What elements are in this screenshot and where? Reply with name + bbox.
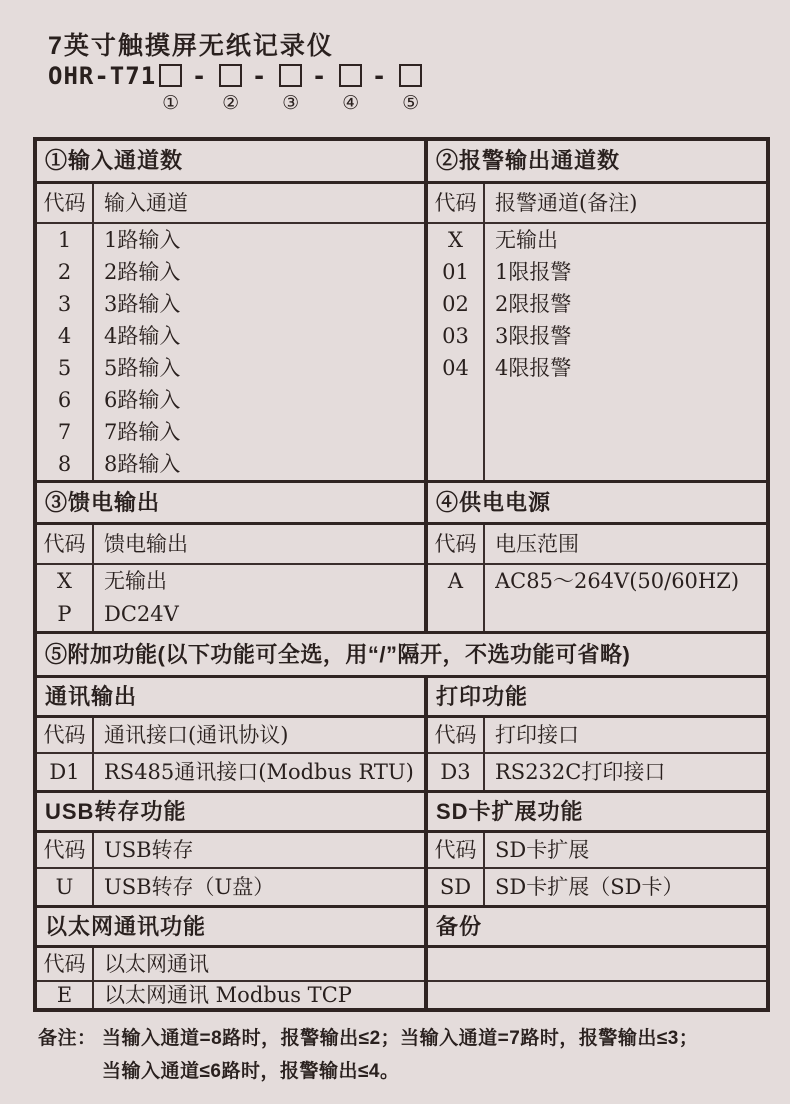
code-cell: 2 <box>57 260 72 284</box>
section-body <box>37 565 424 631</box>
desc-header: 打印接口 <box>495 723 579 747</box>
band-ethernet-spare <box>37 905 766 1008</box>
code-cell: 7 <box>57 420 72 444</box>
slot-number: ④ <box>342 93 360 114</box>
desc-header: USB转存 <box>104 838 194 862</box>
band-input-alarm <box>37 141 766 480</box>
desc-header: 电压范围 <box>495 532 579 556</box>
desc-cell: 无输出 <box>495 228 558 252</box>
section-body <box>37 982 424 1008</box>
desc-header: 馈电输出 <box>104 532 188 556</box>
section-alarm-channels <box>428 141 766 480</box>
code-header: 代码 <box>37 184 94 222</box>
desc-cell: 以太网通讯 Modbus TCP <box>104 983 352 1007</box>
code-cell: X <box>448 228 463 252</box>
code-column <box>428 869 485 905</box>
code-cell: 1 <box>57 228 72 252</box>
desc-cell: 7路输入 <box>104 420 181 444</box>
model-prefix: OHR-T71 <box>48 62 157 90</box>
model-dash: - <box>371 62 387 90</box>
desc-cell: 6路输入 <box>104 388 181 412</box>
section-title: ②报警输出通道数 <box>428 141 766 184</box>
section-usb-transfer <box>37 793 428 905</box>
desc-cell: 4路输入 <box>104 324 181 348</box>
section-power-supply <box>428 483 766 631</box>
desc-cell: 2路输入 <box>104 260 181 284</box>
section-print-function <box>428 678 766 790</box>
code-header: 代码 <box>37 718 94 752</box>
model-code-diagram <box>48 62 422 113</box>
subheader-row <box>37 525 424 565</box>
section-comm-output <box>37 678 428 790</box>
desc-cell: 4限报警 <box>495 356 572 380</box>
model-dash: - <box>311 62 327 90</box>
model-slot-box <box>219 64 242 87</box>
section-title: ③馈电输出 <box>37 483 424 525</box>
section-ethernet <box>37 908 428 1008</box>
code-header: 代码 <box>37 948 94 980</box>
code-cell: 3 <box>57 292 72 316</box>
section-body-empty <box>428 982 766 1008</box>
note-lines <box>102 1022 698 1088</box>
desc-column <box>485 565 766 631</box>
model-slot-2 <box>219 62 242 113</box>
desc-cell: AC85～264V(50/60HZ) <box>495 569 740 593</box>
subheader-row <box>428 184 766 224</box>
subheader-row <box>37 184 424 224</box>
code-cell: 5 <box>57 356 72 380</box>
code-header: 代码 <box>428 525 485 563</box>
desc-column <box>94 982 424 1008</box>
subheader-row <box>428 525 766 565</box>
band-additional-functions <box>37 631 766 675</box>
desc-cell: 2限报警 <box>495 292 572 316</box>
slot-number: ② <box>222 93 240 114</box>
code-cell: 03 <box>442 324 469 348</box>
code-cell: D1 <box>49 760 80 784</box>
desc-column <box>94 565 424 631</box>
code-cell: P <box>57 602 72 626</box>
desc-cell: 无输出 <box>104 569 167 593</box>
code-column <box>428 224 485 480</box>
desc-column <box>485 754 766 790</box>
band-feed-power <box>37 480 766 631</box>
section-feed-output <box>37 483 428 631</box>
code-cell: 02 <box>442 292 469 316</box>
slot-number: ③ <box>282 93 300 114</box>
ordering-spec-table <box>33 137 770 1012</box>
subheader-row <box>428 718 766 754</box>
model-dash: - <box>251 62 267 90</box>
model-slot-box <box>399 64 422 87</box>
code-column <box>37 754 94 790</box>
model-slot-box <box>159 64 182 87</box>
code-column <box>37 565 94 631</box>
section-title: SD卡扩展功能 <box>428 793 766 833</box>
model-slot-box <box>279 64 302 87</box>
code-cell: E <box>56 983 73 1007</box>
slot-number: ⑤ <box>402 93 420 114</box>
code-cell: 04 <box>442 356 469 380</box>
page-title: 7英寸触摸屏无纸记录仪 <box>48 32 334 60</box>
code-cell: A <box>447 569 464 593</box>
code-column <box>37 982 94 1008</box>
model-slot-4 <box>339 62 362 113</box>
note-line: 当输入通道≤6路时，报警输出≤4。 <box>102 1061 400 1082</box>
desc-cell: RS485通讯接口(Modbus RTU) <box>104 760 414 784</box>
subheader-row <box>37 718 424 754</box>
section-spare <box>428 908 766 1008</box>
model-slot-box <box>339 64 362 87</box>
code-cell: X <box>57 569 72 593</box>
desc-column <box>485 869 766 905</box>
desc-column <box>94 754 424 790</box>
section-title: 备份 <box>428 908 766 948</box>
band-usb-sd <box>37 790 766 905</box>
subheader-row <box>37 948 424 982</box>
code-column <box>37 224 94 480</box>
desc-header: 通讯接口(通讯协议) <box>104 723 289 747</box>
band-comm-print <box>37 675 766 790</box>
section-title: USB转存功能 <box>37 793 424 833</box>
desc-header: SD卡扩展 <box>495 838 590 862</box>
section-body <box>428 869 766 905</box>
note-line: 当输入通道=8路时，报警输出≤2；当输入通道=7路时，报警输出≤3； <box>102 1028 699 1049</box>
model-slot-1 <box>159 62 182 113</box>
desc-cell: USB转存（U盘） <box>104 875 275 899</box>
section-title: ①输入通道数 <box>37 141 424 184</box>
code-column <box>428 754 485 790</box>
model-dash: - <box>191 62 207 90</box>
code-header: 代码 <box>428 184 485 222</box>
section-body <box>37 869 424 905</box>
subheader-row <box>37 833 424 869</box>
code-header: 代码 <box>428 833 485 867</box>
code-cell: 6 <box>57 388 72 412</box>
desc-header: 输入通道 <box>104 191 188 215</box>
subheader-row <box>428 833 766 869</box>
desc-column <box>94 224 424 480</box>
desc-cell: 8路输入 <box>104 452 181 476</box>
section-title: 以太网通讯功能 <box>37 908 424 948</box>
code-cell: U <box>55 875 74 899</box>
code-cell: 4 <box>57 324 72 348</box>
section-title: ④供电电源 <box>428 483 766 525</box>
desc-header: 报警通道(备注) <box>495 191 638 215</box>
section-body <box>428 224 766 480</box>
desc-cell: 3路输入 <box>104 292 181 316</box>
section-body <box>428 754 766 790</box>
model-slot-5 <box>399 62 422 113</box>
desc-cell: DC24V <box>104 602 179 626</box>
additional-functions-title: ⑤附加功能(以下功能可全选，用“/”隔开，不选功能可省略) <box>45 642 631 667</box>
desc-cell: 5路输入 <box>104 356 181 380</box>
code-column <box>37 869 94 905</box>
desc-cell: SD卡扩展（SD卡） <box>495 875 684 899</box>
code-cell: D3 <box>440 760 471 784</box>
code-cell: 8 <box>57 452 72 476</box>
desc-cell: 3限报警 <box>495 324 572 348</box>
code-cell: SD <box>439 875 472 899</box>
section-sd-expansion <box>428 793 766 905</box>
code-cell: 01 <box>442 260 469 284</box>
model-slot-3 <box>279 62 302 113</box>
slot-number: ① <box>162 93 180 114</box>
desc-column <box>485 224 766 480</box>
code-header: 代码 <box>428 718 485 752</box>
code-column <box>428 565 485 631</box>
desc-column <box>94 869 424 905</box>
footer-note <box>38 1022 698 1088</box>
section-title: 打印功能 <box>428 678 766 718</box>
code-header: 代码 <box>37 525 94 563</box>
desc-cell: 1路输入 <box>104 228 181 252</box>
desc-cell: RS232C打印接口 <box>495 760 666 784</box>
section-input-channels <box>37 141 428 480</box>
desc-cell: 1限报警 <box>495 260 572 284</box>
code-header: 代码 <box>37 833 94 867</box>
desc-header: 以太网通讯 <box>104 952 209 976</box>
section-title: 通讯输出 <box>37 678 424 718</box>
section-body <box>428 565 766 631</box>
note-label: 备注： <box>38 1028 97 1049</box>
section-body <box>37 224 424 480</box>
subheader-row-empty <box>428 948 766 982</box>
section-body <box>37 754 424 790</box>
